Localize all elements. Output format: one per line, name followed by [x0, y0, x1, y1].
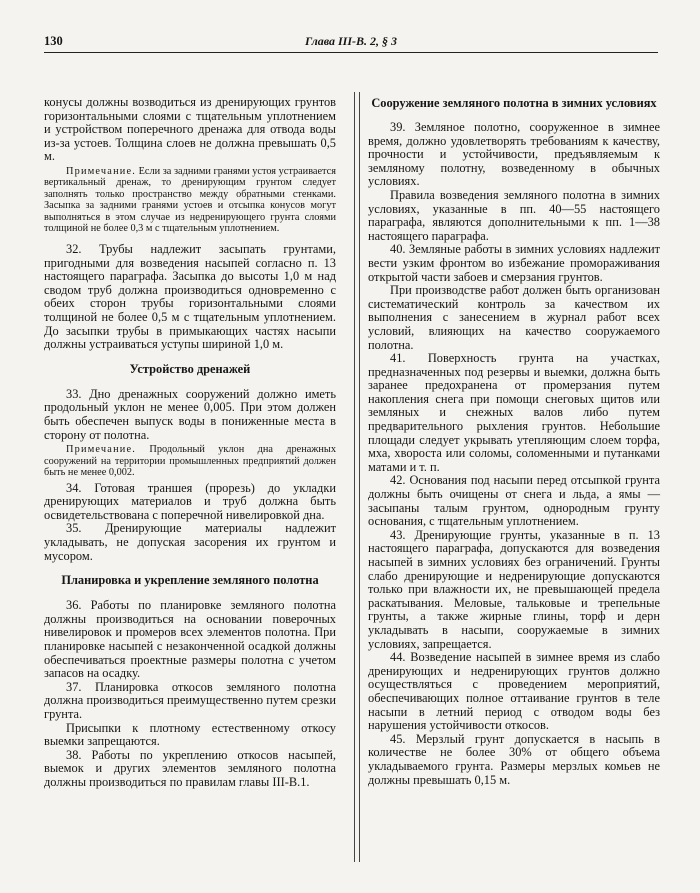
column-divider: [354, 92, 360, 862]
paragraph-34: 34. Готовая траншея (прорезь) до укладки дренирующих материалов и труб должна быть освидетельствована с поперечной нивелировкой дна.: [44, 480, 336, 522]
paragraph-38: 38. Работы по укреплению откосов насыпей, выемок и других элементов земляного полотна должны производиться по правилам главы III-В.1.: [44, 747, 336, 789]
note-text: Продольный уклон дна дренажных сооружений на территории промышленных предприятий должен быть не менее 0,002.: [44, 444, 336, 479]
running-header: [44, 34, 658, 53]
section-heading-drainage: Устройство дренажей: [129, 361, 251, 376]
paragraph-42: 42. Основания под насыпи перед отсыпкой грунта должны быть очищены от снега и льда, а ямы — засыпаны талым грунтом, однородным грунту основания, с тщательным уплотнением.: [368, 473, 660, 529]
paragraph-45: 45. Мерзлый грунт допускается в насыпь в количестве не более 30% от общего объема укладываемого грунта. Размеры мерзлых комьев не должны превышать 0,15 м.: [368, 731, 660, 787]
note-2: [44, 444, 336, 479]
paragraph-32: 32. Трубы надлежит засыпать грунтами, пригодными для возведения насыпей согласно п. 13 настоящего параграфа. Засыпка до высоты 1,0 м над сводом труб должна производиться одновременно с обеих сторон трубы горизонтальными слоями толщиной не более 0,5 м с тщательным уплотнением. До засыпки трубы в примыкающих частях насыпи должны устраиваться уступы шириной 1,0 м.: [44, 241, 336, 352]
paragraph-37: 37. Планировка откосов земляного полотна должна производиться преимущественно путем срезки грунта.: [44, 679, 336, 721]
paragraph-37-continued: Присыпки к плотному естественному откосу выемки запрещаются.: [44, 720, 336, 749]
note-text: Если за задними гранями устоя устраивается вертикальный дренаж, то дренирующим грунтом следует заполнять только пространство между обратными стенками. Засыпка за задними гранями устоев и отсыпка конусов могут выполняться в этом случае из недренирующего грунта слоями толщиной не более 0,3 м с тщательным уплотнением.: [44, 165, 336, 235]
paragraph-39-continued: Правила возведения земляного полотна в зимних условиях, указанные в пп. 40—55 настоящего параграфа, являются дополнительными к пп. 1—38 настоящего параграфа.: [368, 187, 660, 243]
note-label: Примечание.: [66, 165, 137, 177]
right-column: [368, 96, 660, 787]
paragraph-39: 39. Земляное полотно, сооруженное в зимнее время, должно удовлетворять требованиям к качеству, прочности и устойчивости, предъявляемым к земляному полотну, возведенному в обычных условиях.: [368, 120, 660, 189]
paragraph-43: 43. Дренирующие грунты, указанные в п. 13 настоящего параграфа, допускаются для возведения насыпей в зимних условиях без ограничений. Грунты слабо дренирующие и недренирующие допускаются только при влажности их, не превышающей предела раскатывания. Меловые, тальковые и трепельные грунты, а также жирные глины, торф и дерн укладывать в насыпи, сооружаемые в зимних условиях, запрещается.: [368, 527, 660, 651]
paragraph-44: 44. Возведение насыпей в зимнее время из слабо дренирующих и недренирующих грунтов должно осуществляться с проведением мероприятий, обеспечивающих полное оттаивание грунтов в теле насыпи в летний период с отводом воды без нарушения устойчивости откосов.: [368, 650, 660, 733]
page-number: 130: [44, 34, 63, 48]
chapter-caption: Глава III-В. 2, § 3: [304, 34, 398, 48]
paragraph-41: 41. Поверхность грунта на участках, предназначенных под резервы и выемки, должна быть заранее предохранена от промерзания путем накопления снега при помощи снеговых щитов или земляных и снежных валов либо путем предварительного рыхления грунтов. Небольшие площади следует укрывать утепляющим слоем торфа, мха, хвороста или соломы, соломенными и путанками матами и т. п.: [368, 351, 660, 474]
paragraph-intro: конусы должны возводиться из дренирующих грунтов горизонтальными слоями с тщательным уплотнением и устройством поперечного дренажа для отвода воды из-за устоев. Толщина слоев не должна превышать 0,5 м.: [44, 95, 336, 164]
paragraph-36: 36. Работы по планировке земляного полотна должны производиться на основании поверочных нивелировок и промеров всех элементов полотна. При планировке насыпей с незаконченной осадкой должны обеспечиваться проектные размеры полотна с учетом запасов на осадку.: [44, 598, 336, 681]
section-heading-planning: Планировка и укрепление земляного полотна: [61, 573, 319, 588]
note-label: Примечание.: [66, 444, 137, 456]
paragraph-35: 35. Дренирующие материалы надлежит укладывать, не допуская засорения их грунтом и мусором.: [44, 521, 336, 563]
paragraph-33: 33. Дно дренажных сооружений должно иметь продольный уклон не менее 0,005. При этом должен быть обеспечен выпуск воды в пониженные места в сторону от полотна.: [44, 386, 336, 442]
paragraph-40: 40. Земляные работы в зимних условиях надлежит вести узким фронтом во избежание промораживания открытой части забоев и смерзания грунтов.: [368, 242, 660, 284]
note-1: [44, 166, 336, 235]
paragraph-40-continued: При производстве работ должен быть организован систематический контроль за качеством их выполнения с занесением в журнал работ всех условий, влияющих на качество сооружаемого полотна.: [368, 283, 660, 352]
left-column: [44, 96, 336, 789]
section-heading-winter: Сооружение земляного полотна в зимних условиях: [371, 96, 657, 110]
